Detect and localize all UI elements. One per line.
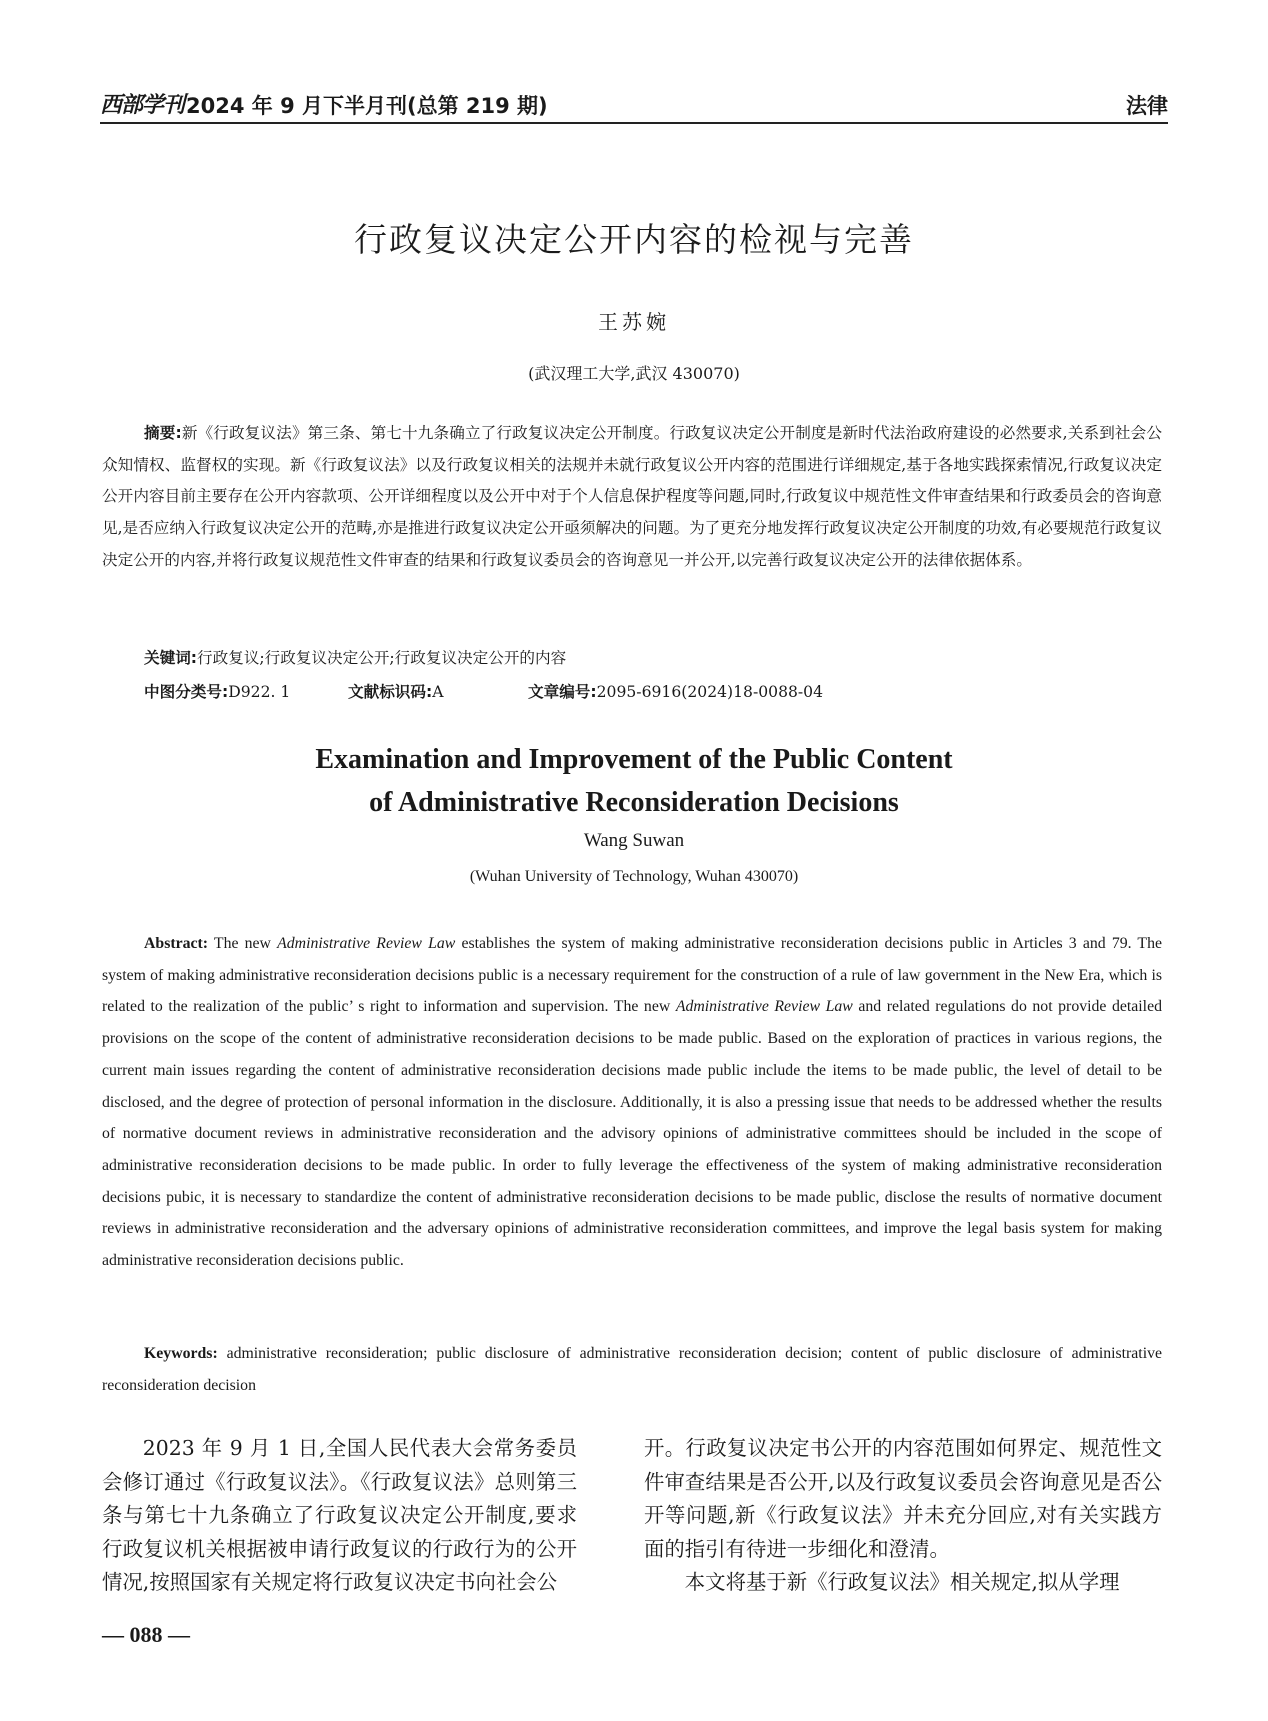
classification-line xyxy=(144,680,1144,702)
article-no-value: 2095-6916(2024)18-0088-04 xyxy=(596,683,824,701)
running-header xyxy=(100,86,1168,124)
english-abstract-part3: and related regulations do not provide detailed provisions on the scope of the content of administrative reconsideration decisions to be made public. Based on the exploration of practices in various regions, the current main issues regarding the content of administrative reconsideration decisions made public include the items to be made public, the level of detail to be disclosed, and the degree of protection of personal information in the disclosure. Additionally, it is also a pressing issue that needs to be addressed whether the results of normative document reviews in administrative reconsideration and the advisory opinions of administrative committees should be included in the scope of administrative reconsideration decisions to be made public. In order to fully leverage the effectiveness of the system of making administrative reconsideration decisions pubic, it is necessary to standardize the content of administrative reconsideration decisions to be made public, disclose the results of normative document reviews in administrative reconsideration and the adversary opinions of administrative reconsideration committees, and improve the legal basis system for making administrative reconsideration decisions public. xyxy=(102,998,1162,1270)
english-author: Wang Suwan xyxy=(583,830,685,851)
section-name: 法律 xyxy=(1126,94,1168,118)
english-abstract-part1: The new xyxy=(208,935,278,952)
english-keywords-label: Keywords: xyxy=(144,1345,218,1362)
journal-issue: 2024 年 9 月下半月刊(总第 219 期) xyxy=(186,94,548,118)
english-title-line1: Examination and Improvement of the Public Content xyxy=(315,744,953,775)
journal-logo: 西部学刊 xyxy=(100,92,185,118)
clc-label: 中图分类号: xyxy=(144,683,229,701)
english-abstract-lawname2: Administrative Review Law xyxy=(675,998,853,1016)
english-abstract xyxy=(102,928,1162,1277)
chinese-abstract xyxy=(102,418,1162,577)
english-abstract-part2: establishes the system of making administrative reconsideration decisions public in Articles 3 and 79. The system of making administrative reconsideration decisions public is a necessary requirement for the construction of a rule of law government in the New Era, which is related to the realization of the public’ s right to information and supervision. The new xyxy=(102,935,1162,1016)
body-paragraph: 2023 年 9 月 1 日,全国人民代表大会常务委员会修订通过《行政复议法》。《行政复议法》总则第三条与第七十九条确立了行政复议决定公开制度,要求行政复议机关根据被申请行政复议的行政行为的公开情况,按照国家有关规定将行政复议决定书向社会公 xyxy=(102,1436,577,1595)
english-title-line2: of Administrative Reconsideration Decisions xyxy=(369,787,899,818)
body-paragraph-continued: 开。行政复议决定书公开的内容范围如何界定、规范性文件审查结果是否公开,以及行政复议委员会咨询意见是否公开等问题,新《行政复议法》并未充分回应,对有关实践方面的指引有待进一步细化和澄清。 xyxy=(644,1436,1162,1561)
chinese-keywords xyxy=(144,646,566,668)
chinese-title: 行政复议决定公开内容的检视与完善 xyxy=(354,220,914,259)
doc-code-value: A xyxy=(432,683,444,701)
doc-code-label: 文献标识码: xyxy=(348,683,433,701)
page-number: — 088 — xyxy=(102,1622,190,1647)
article-no-label: 文章编号: xyxy=(528,683,597,701)
chinese-affiliation: (武汉理工大学,武汉 430070) xyxy=(528,364,740,383)
chinese-abstract-label: 摘要: xyxy=(144,424,182,442)
chinese-abstract-text: 新《行政复议法》第三条、第七十九条确立了行政复议决定公开制度。行政复议决定公开制度是新时代法治政府建设的必然要求,关系到社会公众知情权、监督权的实现。新《行政复议法》以及行政复议相关的法规并未就行政复议公开内容的范围进行详细规定,基于各地实践探索情况,行政复议决定公开内容目前主要存在公开内容款项、公开详细程度以及公开中对于个人信息保护程度等问题,同时,行政复议中规范性文件审查结果和行政委员会的咨询意见,是否应纳入行政复议决定公开的范畴,亦是推进行政复议决定公开亟须解决的问题。为了更充分地发挥行政复议决定公开制度的功效,有必要规范行政复议决定公开的内容,并将行政复议规范性文件审查的结果和行政复议委员会的咨询意见一并公开,以完善行政复议决定公开的法律依据体系。 xyxy=(102,424,1162,569)
body-left-column xyxy=(102,1432,577,1600)
chinese-keywords-label: 关键词: xyxy=(144,649,198,667)
english-keywords-text: administrative reconsideration; public disclosure of administrative reconsideration decision; content of public disclosure of administrative reconsideration decision xyxy=(102,1345,1162,1394)
english-abstract-label: Abstract: xyxy=(144,935,209,952)
body-paragraph: 本文将基于新《行政复议法》相关规定,拟从学理 xyxy=(684,1570,1120,1595)
chinese-author: 王苏婉 xyxy=(598,310,670,334)
english-title xyxy=(0,738,1268,824)
chinese-keywords-text: 行政复议;行政复议决定公开;行政复议决定公开的内容 xyxy=(197,649,567,667)
english-keywords xyxy=(102,1338,1162,1401)
english-abstract-lawname1: Administrative Review Law xyxy=(277,935,456,952)
english-affiliation: (Wuhan University of Technology, Wuhan 430070) xyxy=(469,868,799,885)
body-right-column xyxy=(644,1432,1162,1600)
clc-value: D922. 1 xyxy=(228,683,291,701)
